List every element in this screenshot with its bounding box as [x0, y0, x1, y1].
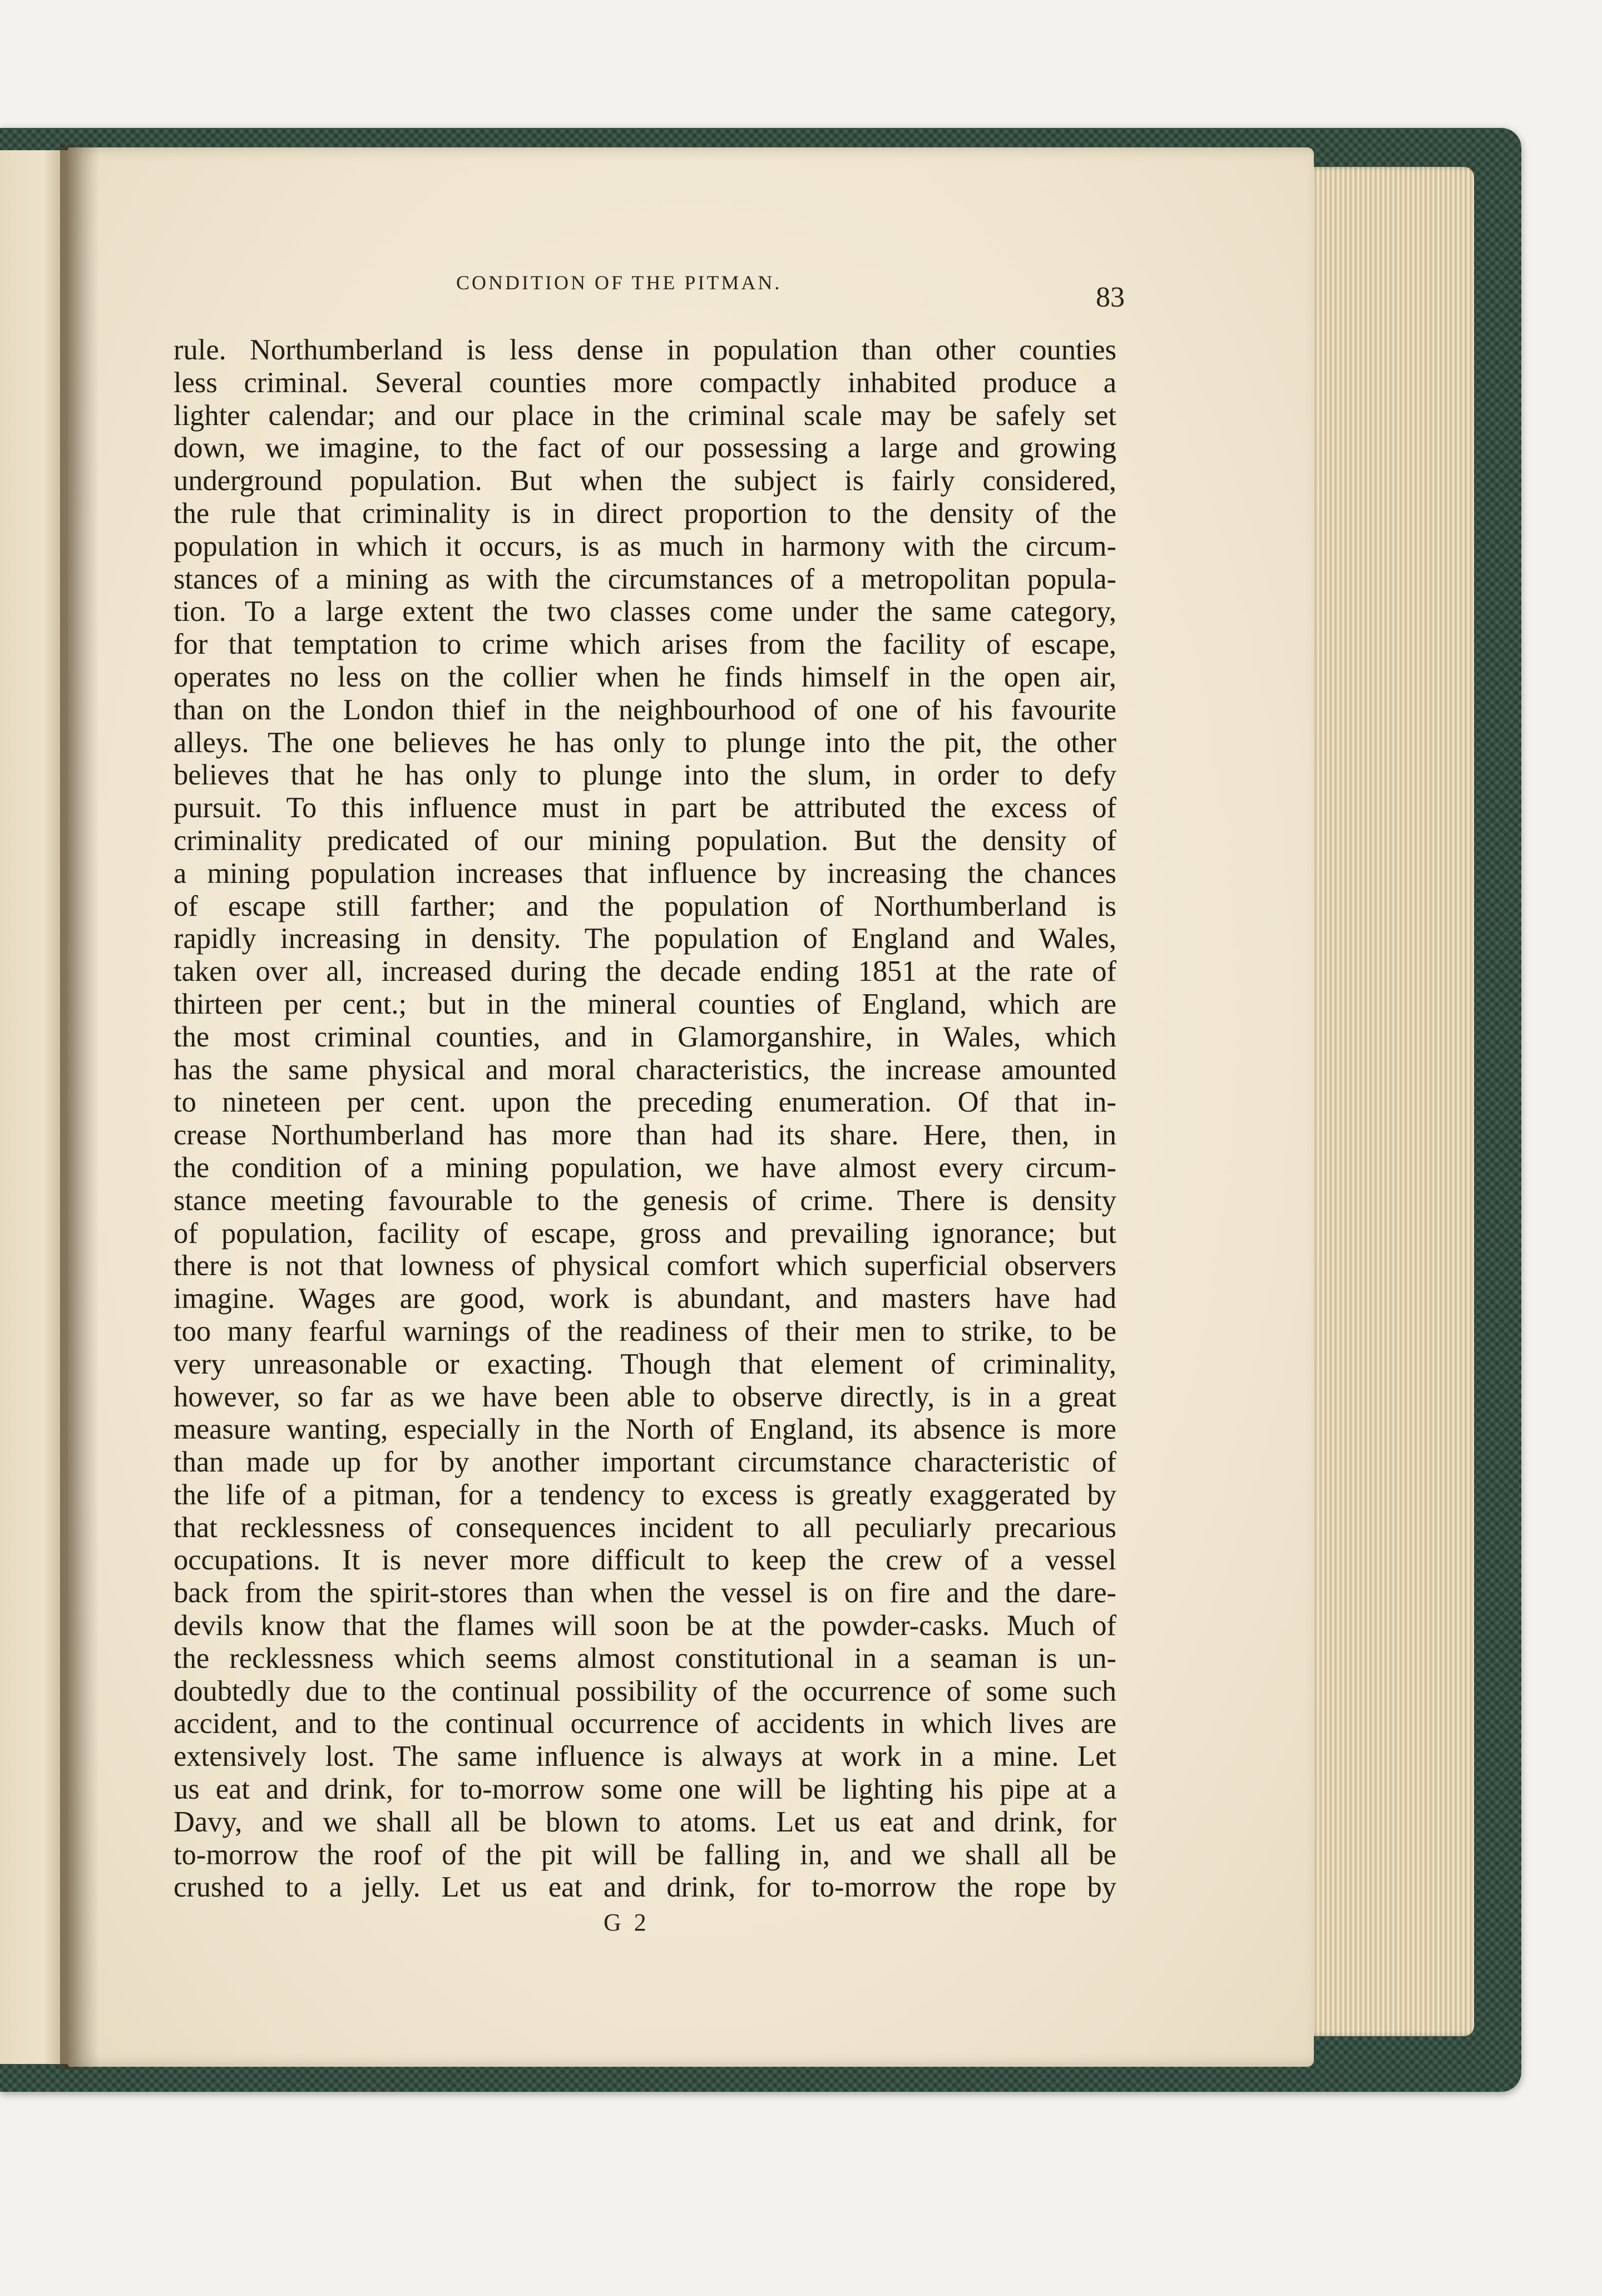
text-line: a mining population increases that influence by increasing the chances	[174, 857, 1116, 890]
text-line: population in which it occurs, is as much in harmony with the circum-	[174, 530, 1116, 562]
text-line: devils know that the flames will soon be at the powder-casks. Much of	[174, 1609, 1116, 1642]
text-line: has the same physical and moral characteristics, the increase amounted	[174, 1053, 1116, 1086]
text-line: rapidly increasing in density. The population of England and Wales,	[174, 922, 1116, 955]
text-line: doubtedly due to the continual possibility of the occurrence of some such	[174, 1675, 1116, 1707]
text-line: operates no less on the collier when he finds himself in the open air,	[174, 660, 1116, 693]
text-line: accident, and to the continual occurrence of accidents in which lives are	[174, 1707, 1116, 1740]
text-line: too many fearful warnings of the readiness of their men to strike, to be	[174, 1315, 1116, 1347]
text-line: of escape still farther; and the population of Northumberland is	[174, 890, 1116, 922]
text-line: down, we imagine, to the fact of our possessing a large and growing	[174, 432, 1116, 465]
text-line: back from the spirit-stores than when the vessel is on fire and the dare-	[174, 1577, 1116, 1609]
text-line: to-morrow the roof of the pit will be falling in, and we shall all be	[174, 1838, 1116, 1871]
text-line: pursuit. To this influence must in part be attributed the excess of	[174, 792, 1116, 824]
text-line: there is not that lowness of physical comfort which superficial observers	[174, 1250, 1116, 1282]
text-line: the most criminal counties, and in Glamorganshire, in Wales, which	[174, 1020, 1116, 1053]
body-text	[174, 334, 1116, 1904]
text-line: than on the London thief in the neighbourhood of one of his favourite	[174, 693, 1116, 726]
text-line: very unreasonable or exacting. Though that element of criminality,	[174, 1347, 1116, 1380]
text-line: stance meeting favourable to the genesis of crime. There is density	[174, 1184, 1116, 1217]
text-line: measure wanting, especially in the North of England, its absence is more	[174, 1413, 1116, 1446]
text-line: lighter calendar; and our place in the criminal scale may be safely set	[174, 399, 1116, 432]
text-line: the rule that criminality is in direct proportion to the density of the	[174, 497, 1116, 530]
text-line: of population, facility of escape, gross and prevailing ignorance; but	[174, 1217, 1116, 1250]
text-line: occupations. It is never more difficult to keep the crew of a vessel	[174, 1544, 1116, 1577]
text-line: however, so far as we have been able to observe directly, is in a great	[174, 1380, 1116, 1413]
text-line: tion. To a large extent the two classes come under the same category,	[174, 595, 1116, 628]
text-line: extensively lost. The same influence is always at work in a mine. Let	[174, 1740, 1116, 1773]
text-line: rule. Northumberland is less dense in population than other counties	[174, 334, 1116, 366]
text-line: to nineteen per cent. upon the preceding enumeration. Of that in-	[174, 1086, 1116, 1119]
text-line: underground population. But when the subject is fairly considered,	[174, 465, 1116, 497]
text-line: the condition of a mining population, we have almost every circum-	[174, 1151, 1116, 1184]
text-line: criminality predicated of our mining population. But the density of	[174, 824, 1116, 857]
text-line: stances of a mining as with the circumstances of a metropolitan popula-	[174, 562, 1116, 595]
text-line: Davy, and we shall all be blown to atoms. Let us eat and drink, for	[174, 1805, 1116, 1838]
text-line: the life of a pitman, for a tendency to excess is greatly exaggerated by	[174, 1478, 1116, 1511]
signature-mark: G 2	[604, 1909, 650, 1936]
page-number: 83	[1096, 282, 1125, 313]
text-line: alleys. The one believes he has only to plunge into the pit, the other	[174, 726, 1116, 759]
text-line: crushed to a jelly. Let us eat and drink, for to-morrow the rope by	[174, 1871, 1116, 1904]
text-line: the recklessness which seems almost constitutional in a seaman is un-	[174, 1642, 1116, 1675]
text-line: taken over all, increased during the decade ending 1851 at the rate of	[174, 955, 1116, 988]
text-line: imagine. Wages are good, work is abundant, and masters have had	[174, 1282, 1116, 1315]
text-line: thirteen per cent.; but in the mineral counties of England, which are	[174, 987, 1116, 1020]
text-line: for that temptation to crime which arises from the facility of escape,	[174, 628, 1116, 661]
text-line: believes that he has only to plunge into the slum, in order to defy	[174, 759, 1116, 792]
text-line: crease Northumberland has more than had its share. Here, then, in	[174, 1119, 1116, 1152]
text-line: less criminal. Several counties more compactly inhabited produce a	[174, 366, 1116, 399]
text-line: us eat and drink, for to-morrow some one will be lighting his pipe at a	[174, 1773, 1116, 1806]
text-line: than made up for by another important circumstance characteristic of	[174, 1446, 1116, 1479]
gutter-shadow	[60, 145, 99, 2070]
text-line: that recklessness of consequences incident to all peculiarly precarious	[174, 1511, 1116, 1544]
running-head: CONDITION OF THE PITMAN.	[456, 271, 782, 294]
page-edges	[1290, 167, 1474, 2036]
